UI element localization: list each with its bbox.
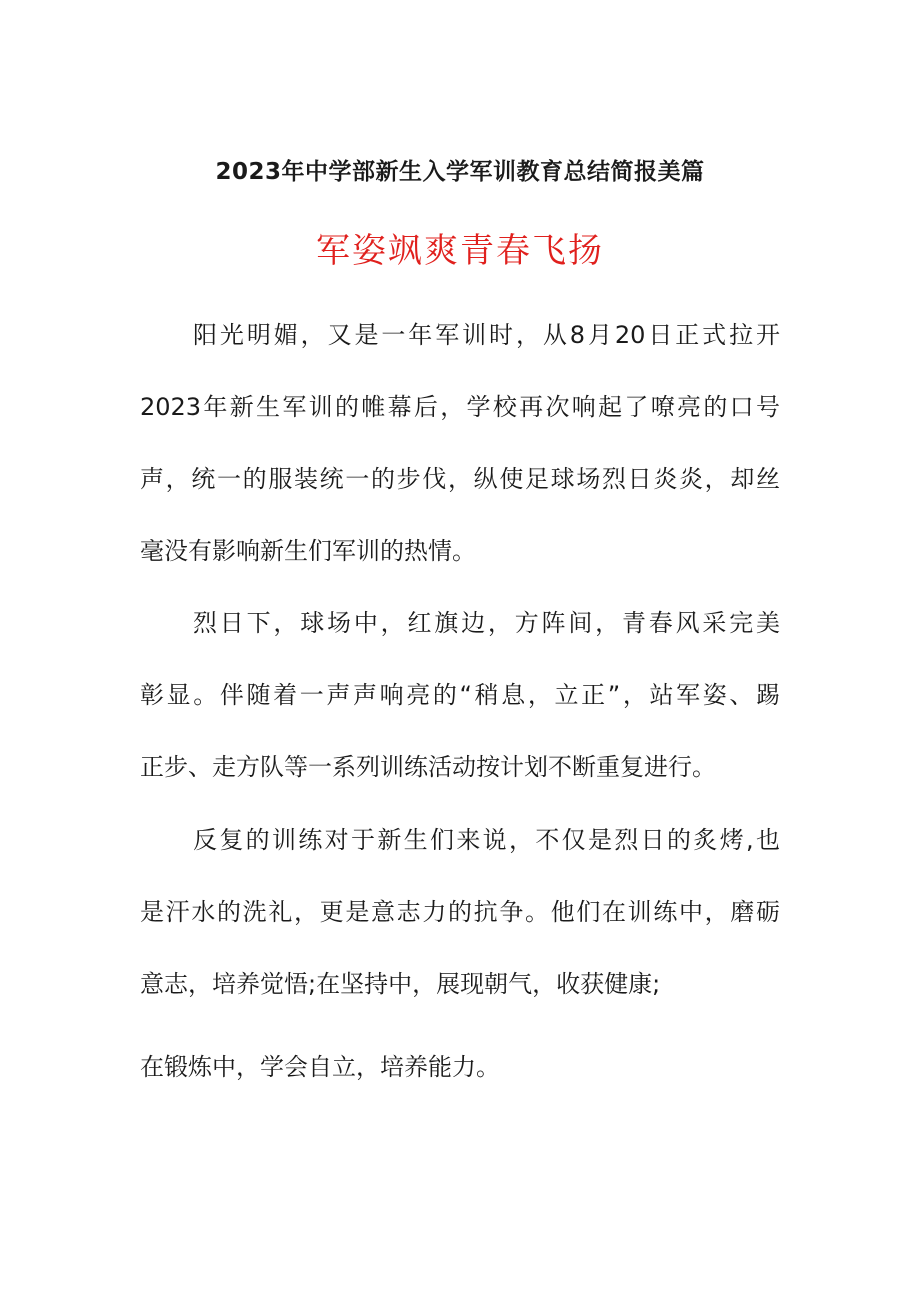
paragraph-1-line-4: 毫没有影响新生们军训的热情。: [140, 537, 476, 565]
paragraph-2-line-2: 彰显。伴随着一声声响亮的“稍息，立正”，站军姿、踢: [140, 681, 780, 709]
paragraph-4-line-1: 在锻炼中，学会自立，培养能力。: [140, 1053, 500, 1081]
paragraph-1-line-1: 阳光明媚，又是一年军训时，从8月20日正式拉开: [193, 321, 780, 349]
paragraph-3-line-3: 意志，培养觉悟;在坚持中，展现朝气，收获健康;: [140, 970, 661, 998]
paragraph-2-line-3: 正步、走方队等一系列训练活动按计划不断重复进行。: [140, 753, 716, 781]
paragraph-3-line-1: 反复的训练对于新生们来说，不仅是烈日的炙烤,也: [193, 826, 780, 854]
paragraph-1-line-2: 2023年新生军训的帷幕后，学校再次响起了嘹亮的口号: [140, 393, 780, 421]
paragraph-3-line-2: 是汗水的洗礼，更是意志力的抗争。他们在训练中，磨砺: [140, 898, 780, 926]
paragraph-2-line-1: 烈日下，球场中，红旗边，方阵间，青春风采完美: [193, 609, 780, 637]
document-title: 2023年中学部新生入学军训教育总结简报美篇: [215, 159, 705, 185]
document-subtitle: 军姿飒爽青春飞扬: [316, 231, 604, 271]
paragraph-1-line-3: 声，统一的服装统一的步伐，纵使足球场烈日炎炎，却丝: [140, 465, 780, 493]
